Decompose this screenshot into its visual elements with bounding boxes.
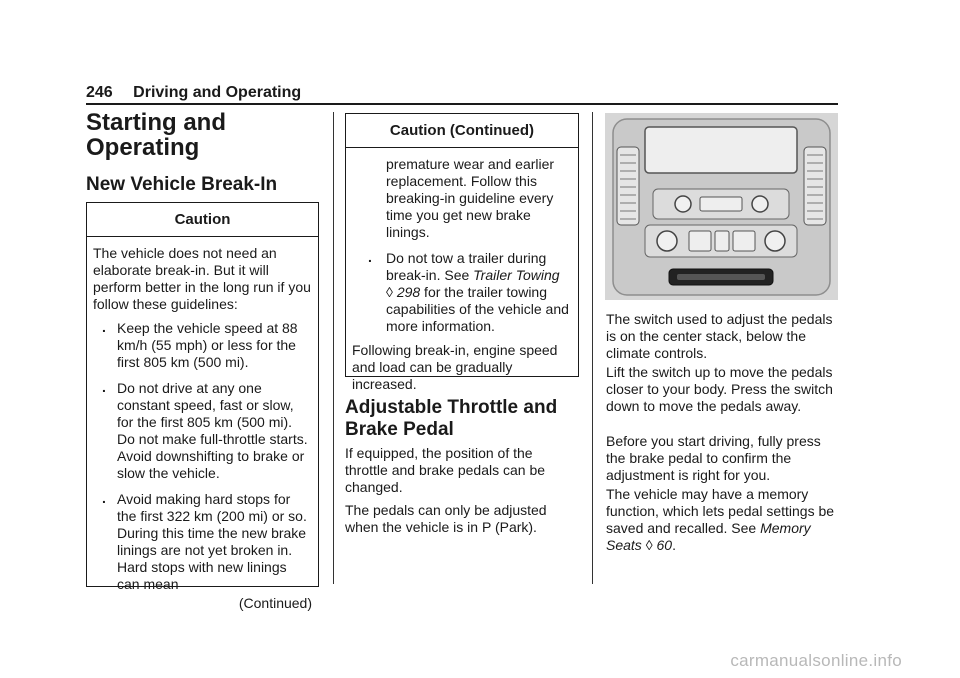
memory-function-paragraph [606, 486, 838, 554]
pedal-intro-paragraph: If equipped, the position of the throttle and brake pedals can be changed. [345, 445, 546, 495]
page-header [86, 84, 301, 102]
caution-box [86, 202, 319, 611]
bullet-text: Avoid making hard stops for the first 322 km (200 mi) or so. During this time the new brake linings are not yet broken in. Hard stops with new linings can mean [117, 491, 307, 592]
heading-line-1: Adjustable Throttle and [345, 397, 558, 418]
caution-bullet-1 [93, 320, 312, 371]
title-line-2: Operating [86, 134, 200, 161]
bullet-text-pre: Do not tow a trailer during break-in. See [386, 250, 547, 283]
bullet-text-post: for the trailer towing capabilities of the vehicle and more information. [386, 284, 569, 334]
column-divider-2 [592, 112, 593, 584]
page-title [86, 110, 226, 160]
bullet-dot: . [102, 379, 106, 395]
column-divider-1 [333, 112, 334, 584]
caution-intro: The vehicle does not need an elaborate break-in. But it will perform better in the long run if you follow these guidelines: [93, 245, 311, 312]
memory-seats-link[interactable]: Memory Seats [606, 520, 811, 553]
caution-heading-continued: Caution (Continued) [389, 122, 535, 139]
caution-bullet-3-continued: premature wear and earlier replacement. Follow this breaking-in guideline every time you get new brake linings. [386, 156, 555, 240]
bullet-dot: . [102, 490, 106, 506]
switch-location-paragraph: The switch used to adjust the pedals is on the center stack, below the climate controls. [606, 311, 833, 361]
page-number: 246 [86, 84, 113, 101]
caution-heading: Caution [174, 211, 231, 228]
section-heading-adjustable-pedal [345, 397, 557, 441]
bullet-dot: . [102, 319, 106, 335]
section-heading-break-in: New Vehicle Break-In [86, 174, 278, 195]
center-stack-illustration [605, 113, 838, 300]
memory-text-pre: The vehicle may have a memory function, which lets pedal settings be saved and recalled. See [606, 486, 835, 536]
header-rule [86, 103, 838, 105]
memory-seats-page-ref[interactable]: 60 [656, 537, 673, 553]
caution-after-text: Following break-in, engine speed and load can be gradually increased. [352, 342, 558, 392]
section-title: Driving and Operating [133, 84, 302, 101]
center-stack-photo [605, 113, 838, 300]
confirm-adjustment-paragraph: Before you start driving, fully press the brake pedal to confirm the adjustment is right for you. [606, 433, 821, 483]
bullet-text: Do not drive at any one constant speed, fast or slow, for the first 805 km (500 mi). Do not make full-throttle starts. Avoid downshifting to brake or slow the vehicle. [117, 380, 308, 481]
continued-label: (Continued) [238, 595, 312, 611]
title-line-1: Starting and [86, 109, 227, 136]
bullet-text: Keep the vehicle speed at 88 km/h (55 mph) or less for the first 805 km (500 mi). [117, 320, 298, 370]
pedal-park-paragraph: The pedals can only be adjusted when the vehicle is in P (Park). [345, 502, 547, 535]
page-ref-icon: ◊ [386, 284, 393, 300]
bullet-dot: . [368, 249, 372, 265]
caution-box-continued [345, 113, 579, 392]
trailer-towing-page-ref[interactable]: 298 [396, 284, 421, 300]
memory-text-post: . [672, 537, 676, 553]
watermark: carmanualsonline.info [730, 651, 902, 670]
caution-bullet-2 [93, 380, 312, 482]
switch-operation-paragraph: Lift the switch up to move the pedals closer to your body. Press the switch down to move the pedals away. [606, 364, 833, 414]
caution-bullet-3 [93, 491, 312, 593]
trailer-towing-link[interactable]: Trailer Towing [473, 267, 560, 283]
heading-line-2: Brake Pedal [345, 419, 454, 440]
caution-bullet-4 [352, 250, 572, 335]
page-ref-icon: ◊ [645, 537, 653, 553]
